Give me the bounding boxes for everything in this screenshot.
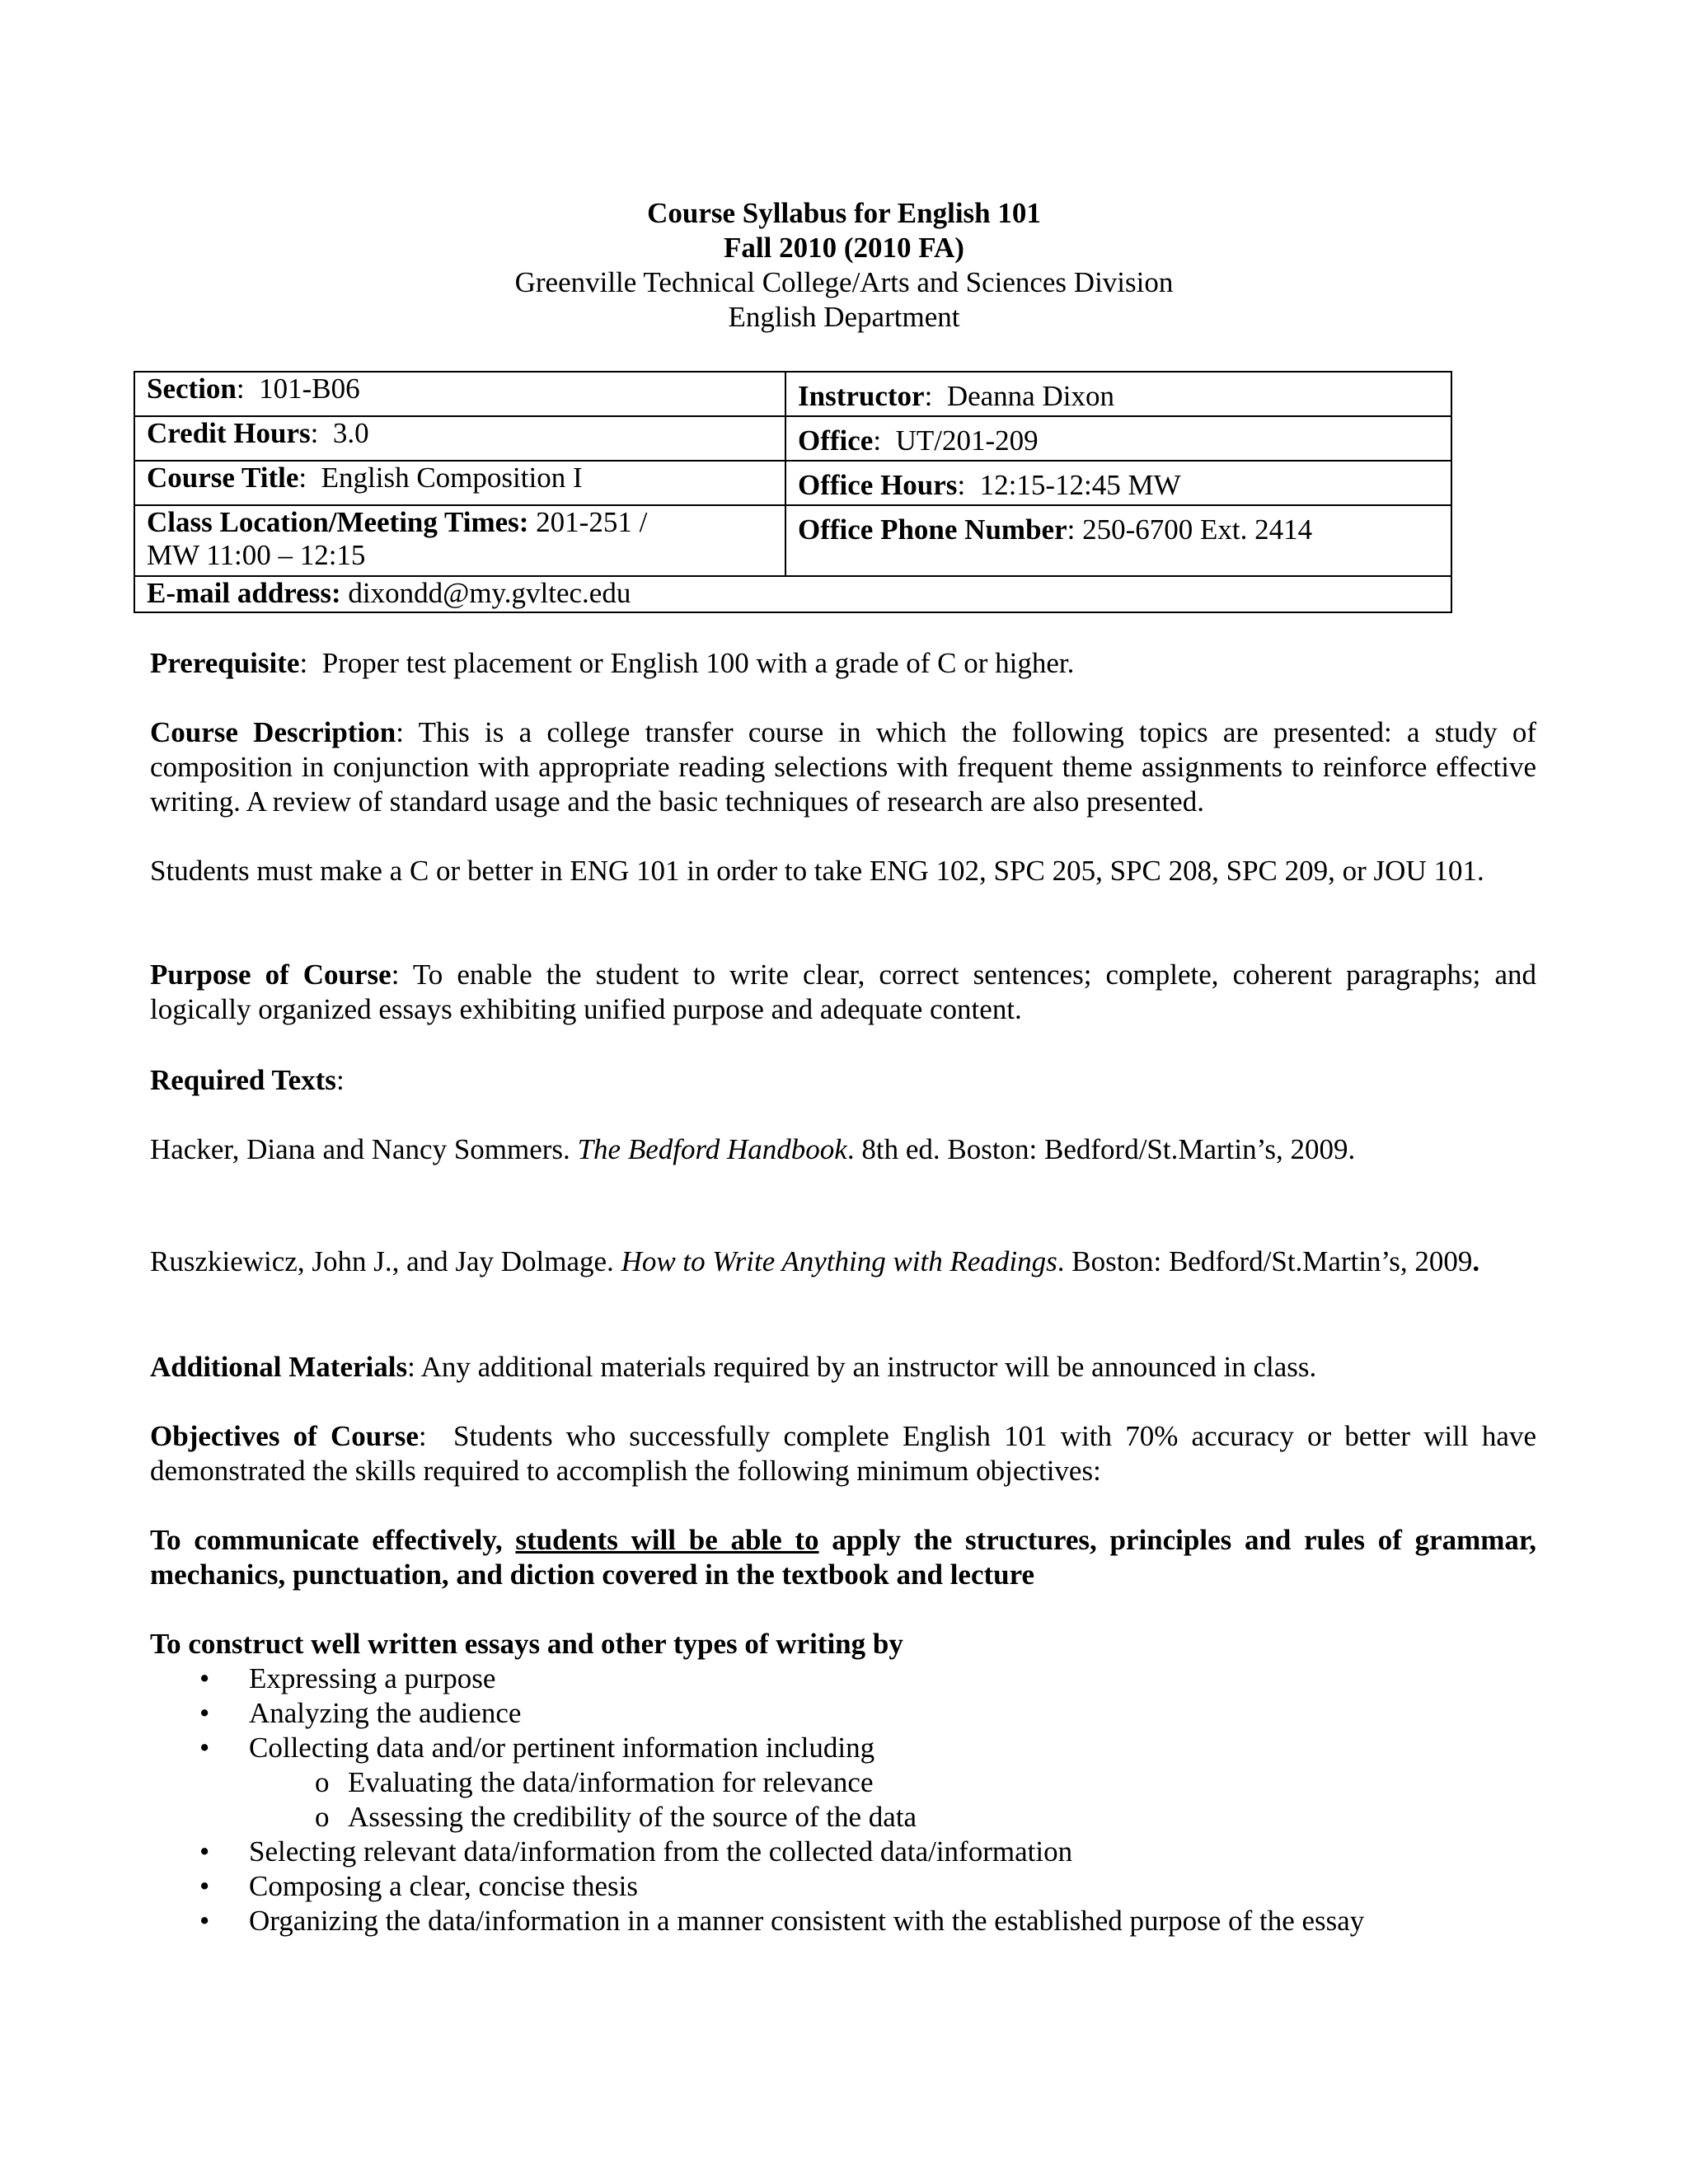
instructor-value: Deanna Dixon xyxy=(946,380,1114,412)
additional-materials-text: Any additional materials required by an instructor will be announced in class. xyxy=(420,1351,1317,1383)
course-description-text: This is a college transfer course in which the following topics are presented: a study of composition in conjunction with appropriate reading selections with frequent theme assignments to reinforce effective writing. A review of standard usage and the basic techniques of research are also presented. xyxy=(150,716,1536,818)
document-title: Course Syllabus for English 101 xyxy=(647,197,1041,229)
list-item: • Analyzing the audience xyxy=(199,1697,522,1729)
prerequisite-paragraph: Prerequisite: Proper test placement or English 100 with a grade of C or higher. xyxy=(150,647,1075,679)
construct-heading: To construct well written essays and other types of writing by xyxy=(150,1628,903,1660)
list-item: • Organizing the data/information in a manner consistent with the established purpose of the essay xyxy=(199,1905,1365,1937)
book2-title: How to Write Anything with Readings xyxy=(621,1245,1057,1277)
book2-authors: Ruszkiewicz, John J., and Jay Dolmage. xyxy=(150,1245,614,1277)
email-label: E-mail address: xyxy=(147,577,341,609)
office-phone-label: Office Phone Number xyxy=(798,513,1067,546)
sub-list-item: o Assessing the credibility of the source of the data xyxy=(315,1801,917,1833)
course-title-value: English Composition I xyxy=(321,462,583,494)
document-header xyxy=(0,196,1688,335)
prerequisite-text: Proper test placement or English 100 with a grade of C or higher. xyxy=(321,647,1075,679)
communicate-pre: To communicate effectively, xyxy=(150,1524,516,1556)
purpose-text: To enable the student to write clear, correct sentences; complete, coherent paragraphs; and logically organized essays exhibiting unified purpose and adequate content. xyxy=(150,958,1536,1025)
instructor-label: Instructor xyxy=(798,380,925,412)
section-label: Section xyxy=(147,373,237,405)
bullet-icon: • xyxy=(199,1870,210,1902)
college-line: Greenville Technical College/Arts and Sciences Division xyxy=(514,266,1174,298)
office-hours-cell: Office Hours: 12:15-12:45 MW xyxy=(785,461,1451,505)
class-location-value-line2: MW 11:00 – 12:15 xyxy=(147,539,366,571)
communicate-post: apply the structures, principles and rules of grammar, mechanics, punctuation, and diction covered in the textbook and lecture xyxy=(150,1524,1536,1591)
purpose-label: Purpose of Course xyxy=(150,958,392,991)
course-title-label: Course Title xyxy=(147,462,299,494)
sub-bullet-icon: o xyxy=(315,1801,330,1833)
list-item: • Selecting relevant data/information from the collected data/information xyxy=(199,1835,1073,1868)
department-line: English Department xyxy=(728,301,960,333)
credit-hours-label: Credit Hours xyxy=(147,417,311,449)
credit-hours-cell: Credit Hours: 3.0 xyxy=(134,416,785,461)
bullet-icon: • xyxy=(199,1732,210,1764)
class-location-label: Class Location/Meeting Times: xyxy=(147,506,529,538)
communicate-underlined: students will be able to xyxy=(515,1524,819,1556)
bullet-icon: • xyxy=(199,1905,210,1937)
office-label: Office xyxy=(798,424,874,457)
list-item: • Expressing a purpose xyxy=(199,1662,496,1694)
credit-hours-value: 3.0 xyxy=(332,417,369,449)
office-phone-value: 250-6700 Ext. 2414 xyxy=(1082,513,1313,546)
book2-end: . xyxy=(1472,1245,1480,1277)
book1-details: . 8th ed. Boston: Bedford/St.Martin’s, 2009. xyxy=(846,1133,1356,1165)
bullet-icon: • xyxy=(199,1835,210,1868)
objectives-text: Students who successfully complete English 101 with 70% accuracy or better will have demonstrated the skills required to accomplish the following minimum objectives: xyxy=(150,1420,1536,1487)
course-description-label: Course Description xyxy=(150,716,396,748)
communicate-objective xyxy=(150,1523,1536,1592)
book-citation-2 xyxy=(150,1244,1536,1279)
class-location-value-line1: 201-251 / xyxy=(536,506,648,538)
course-title-cell: Course Title: English Composition I xyxy=(134,461,785,505)
construct-bullet-list xyxy=(150,1661,1536,1938)
email-cell xyxy=(134,576,1451,612)
list-item: • Composing a clear, concise thesis xyxy=(199,1870,638,1902)
book1-title: The Bedford Handbook xyxy=(577,1133,847,1165)
objectives-label: Objectives of Course xyxy=(150,1420,419,1452)
sub-list-item: o Evaluating the data/information for relevance xyxy=(315,1766,874,1798)
instructor-cell: Instructor: Deanna Dixon xyxy=(785,372,1451,416)
additional-materials-paragraph: Additional Materials: Any additional materials required by an instructor will be announced in class. xyxy=(150,1351,1317,1383)
book-citation-1 xyxy=(150,1132,1536,1167)
office-phone-cell: Office Phone Number: 250-6700 Ext. 2414 xyxy=(785,505,1451,576)
book1-authors: Hacker, Diana and Nancy Sommers. xyxy=(150,1133,570,1165)
required-texts-heading: Required Texts: xyxy=(150,1064,345,1096)
section-cell: Section: 101-B06 xyxy=(134,372,785,416)
requirement-note-text: Students must make a C or better in ENG 101 in order to take ENG 102, SPC 205, SPC 208, SPC 209, or JOU 101. xyxy=(150,855,1484,887)
course-info-table xyxy=(134,371,1452,613)
book2-details: . Boston: Bedford/St.Martin’s, 2009 xyxy=(1057,1245,1473,1277)
additional-materials-label: Additional Materials xyxy=(150,1351,408,1383)
bullet-icon: • xyxy=(199,1697,210,1729)
email-value: dixondd@my.gvltec.edu xyxy=(348,577,631,609)
list-item: • Collecting data and/or pertinent information including xyxy=(199,1732,875,1764)
requirement-note-paragraph xyxy=(150,854,1536,888)
objectives-paragraph: Objectives of Course: Students who successfully complete English 101 with 70% accuracy or better will have demonstrated the skills required to accomplish the following minimum objectives: xyxy=(150,1420,1536,1487)
purpose-paragraph: Purpose of Course: To enable the student to write clear, correct sentences; complete, coherent paragraphs; and logically organized essays exhibiting unified purpose and adequate content. xyxy=(150,958,1536,1025)
course-description-paragraph: Course Description: This is a college transfer course in which the following topics are presented: a study of composition in conjunction with appropriate reading selections with frequent theme assignments to reinforce effective writing. A review of standard usage and the basic techniques of research are also presented. xyxy=(150,716,1536,818)
term-line: Fall 2010 (2010 FA) xyxy=(724,232,964,264)
office-value: UT/201-209 xyxy=(895,424,1039,457)
office-cell: Office: UT/201-209 xyxy=(785,416,1451,461)
prerequisite-label: Prerequisite xyxy=(150,647,300,679)
required-texts-label: Required Texts xyxy=(150,1064,336,1096)
class-location-cell xyxy=(134,505,785,576)
office-hours-value: 12:15-12:45 MW xyxy=(979,469,1181,501)
construct-objective xyxy=(150,1627,1536,1938)
bullet-icon: • xyxy=(199,1662,210,1694)
section-value: 101-B06 xyxy=(259,373,360,405)
sub-bullet-icon: o xyxy=(315,1766,330,1798)
office-hours-label: Office Hours xyxy=(798,469,958,501)
